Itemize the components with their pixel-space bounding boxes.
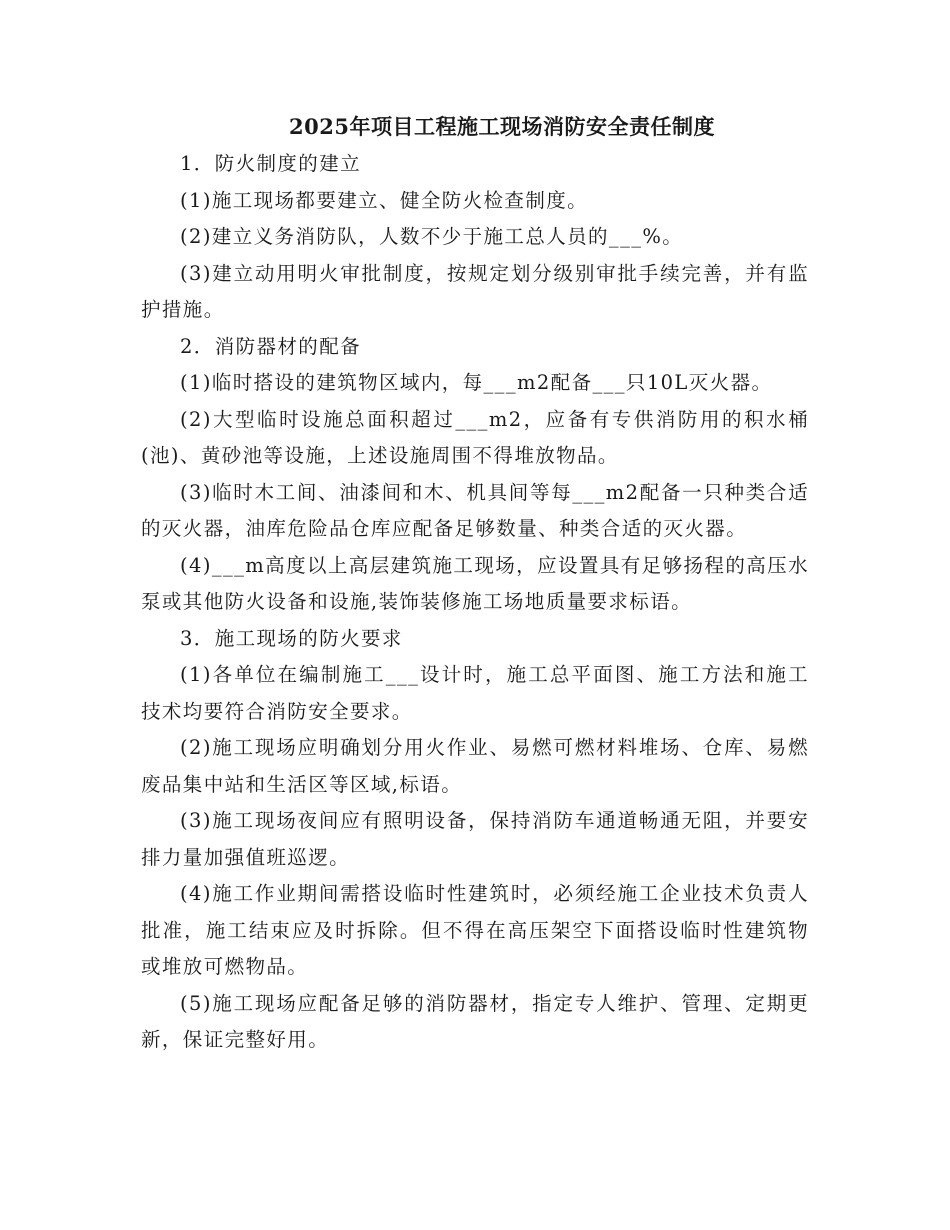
paragraph: (4)___m高度以上高层建筑施工现场，应设置具有足够扬程的高压水泵或其他防火设备和设施,装饰装修施工场地质量要求标语。 — [141, 553, 809, 613]
paragraph: (2)施工现场应明确划分用火作业、易燃可燃材料堆场、仓库、易燃废品集中站和生活区等区域,标语。 — [141, 736, 809, 796]
section-heading-2: 2．消防器材的配备 — [180, 334, 362, 358]
paragraph: (3)施工现场夜间应有照明设备，保持消防车通道畅通无阻，并要安排力量加强值班巡逻。 — [141, 809, 809, 869]
section-heading-1: 1．防火制度的建立 — [180, 152, 362, 175]
paragraph: (1)临时搭设的建筑物区域内，每___m2配备___只10L灭火器。 — [180, 371, 773, 394]
document-body — [141, 108, 809, 1059]
paragraph: (1)施工现场都要建立、健全防火检查制度。 — [180, 188, 589, 212]
paragraph: (2)大型临时设施总面积超过___m2，应备有专供消防用的积水桶(池)、黄砂池等设施，上述设施周围不得堆放物品。 — [141, 407, 809, 467]
paragraph: (5)施工现场应配备足够的消防器材，指定专人维护、管理、定期更新，保证完整好用。 — [141, 991, 809, 1051]
paragraph: (2)建立义务消防队，人数不少于施工总人员的___%。 — [180, 225, 684, 248]
document-title: 2025年项目工程施工现场消防安全责任制度 — [289, 114, 715, 139]
paragraph: (3)临时木工间、油漆间和木、机具间等每___m2配备一只种类合适的灭火器，油库危险品仓库应配备足够数量、种类合适的灭火器。 — [141, 480, 809, 540]
paragraph: (3)建立动用明火审批制度，按规定划分级别审批手续完善，并有监护措施。 — [141, 261, 809, 321]
paragraph: (4)施工作业期间需搭设临时性建筑时，必须经施工企业技术负责人批准，施工结束应及时拆除。但不得在高压架空下面搭设临时性建筑物或堆放可燃物品。 — [141, 882, 809, 978]
section-heading-3: 3．施工现场的防火要求 — [180, 626, 403, 650]
paragraph: (1)各单位在编制施工___设计时，施工总平面图、施工方法和施工技术均要符合消防安全要求。 — [141, 663, 809, 723]
